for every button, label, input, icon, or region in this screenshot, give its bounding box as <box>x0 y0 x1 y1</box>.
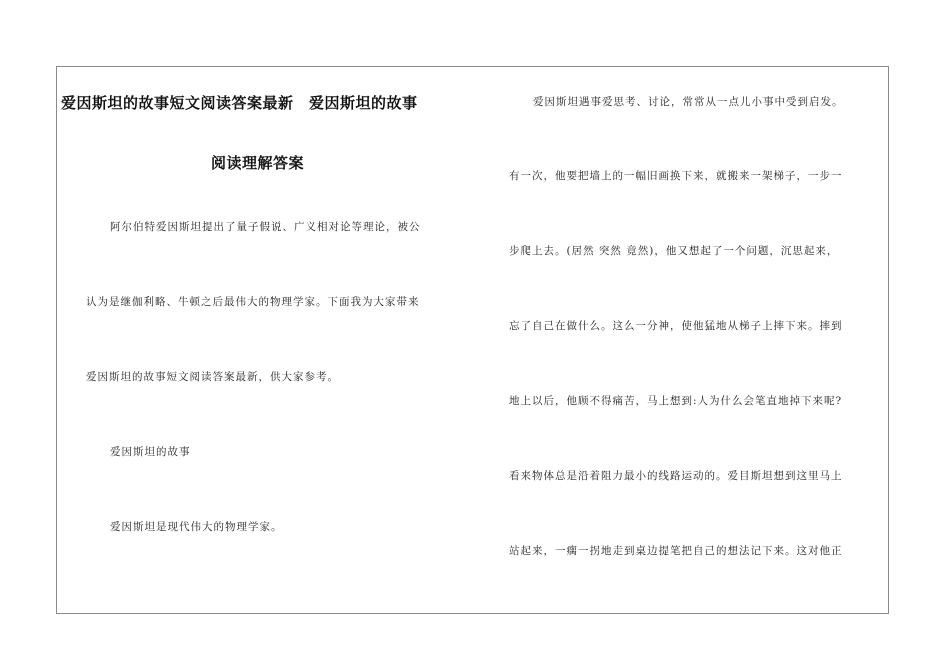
paragraph-line: 看来物体总是沿着阻力最小的线路运动的。爱目斯坦想到这里马上 <box>509 470 843 482</box>
paragraph-line: 阿尔伯特爱因斯坦提出了量子假说、广义相对论等理论，被公 <box>110 221 421 233</box>
document-title-line-1: 爱因斯坦的故事短文阅读答案最新 爱因斯坦的故事 <box>61 94 418 112</box>
paragraph-line: 有一次，他要把墙上的一幅旧画换下来，就搬来一架梯子，一步一 <box>509 170 843 182</box>
paragraph-line: 爱因斯坦的故事短文阅读答案最新，供大家参考。 <box>86 371 339 383</box>
paragraph-line: 爱因斯坦是现代伟大的物理学家。 <box>110 521 283 533</box>
paragraph-line: 步爬上去。(居然 突然 竟然)，他又想起了一个问题，沉思起来， <box>509 245 839 257</box>
paragraph-line: 地上以后，他顾不得痛苦，马上想到:人为什么会笔直地掉下来呢? <box>509 395 843 407</box>
paragraph-line: 爱因斯坦遇事爱思考、讨论，常常从一点儿小事中受到启发。 <box>533 96 844 108</box>
paragraph-line: 忘了自己在做什么。这么一分神，使他猛地从梯子上摔下来。摔到 <box>509 320 843 332</box>
paragraph-line: 认为是继伽利略、牛顿之后最伟大的物理学家。下面我为大家带来 <box>86 296 420 308</box>
section-heading: 爱因斯坦的故事 <box>110 446 191 458</box>
document-title-line-2: 阅读理解答案 <box>211 154 305 172</box>
paragraph-line: 站起来，一瘸一拐地走到桌边提笔把自己的想法记下来。这对他正 <box>509 545 843 557</box>
